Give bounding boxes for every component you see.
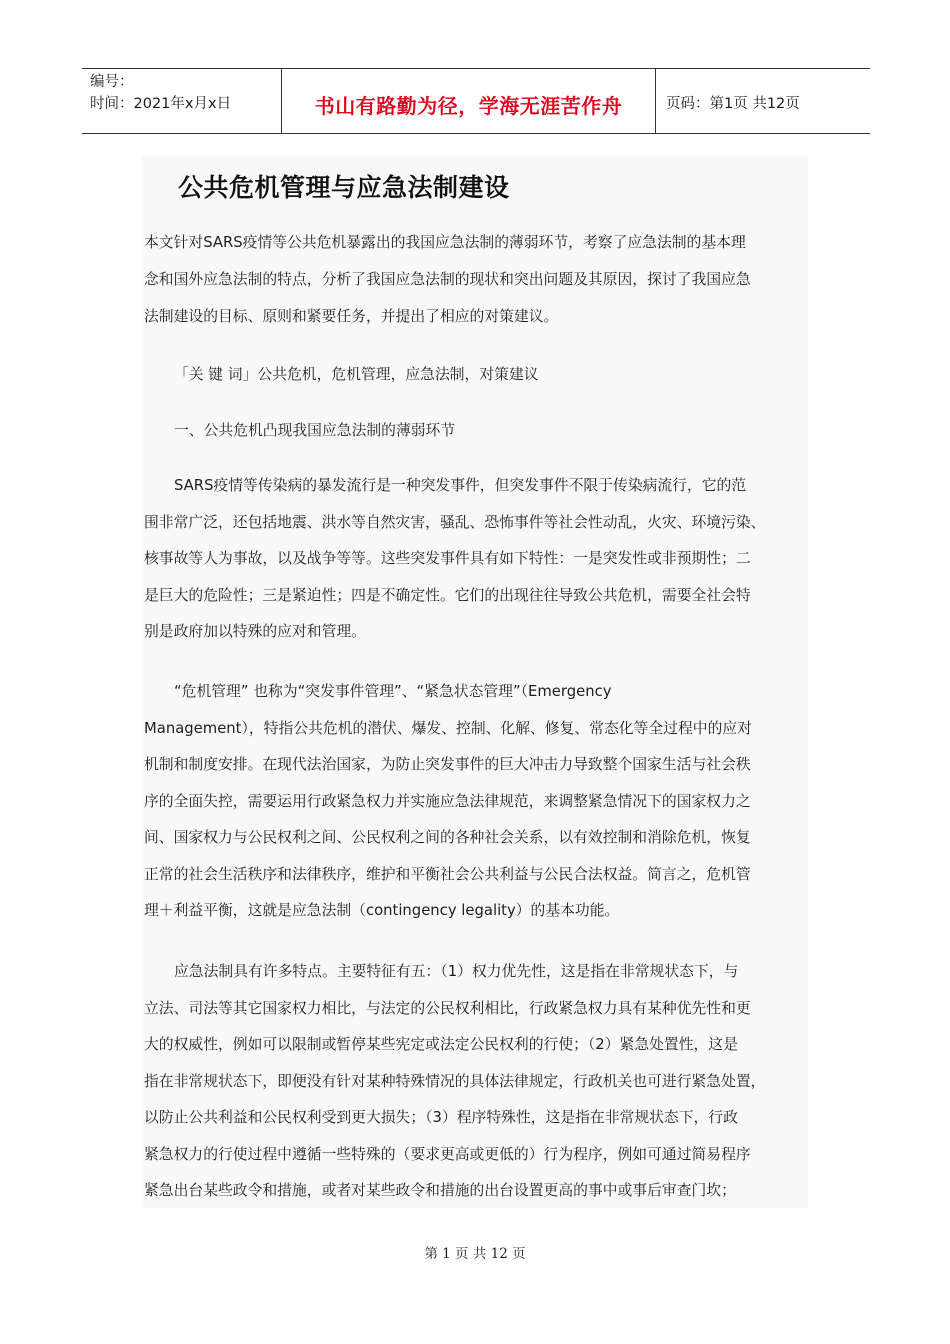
paragraph-line: 正常的社会生活秩序和法律秩序，维护和平衡社会公共利益与公民合法权益。简言之，危机管 [144,865,751,883]
paragraph-2 [144,674,808,930]
document-time-label: 时间：2021年x月x日 [90,96,232,112]
header-motto: 书山有路勤为径，学海无涯苦作舟 [282,69,656,133]
keywords-line: 「关 键 词」公共危机，危机管理，应急法制，对策建议 [174,366,539,383]
paragraph-line: 核事故等人为事故，以及战争等等。这些突发事件具有如下特性：一是突发性或非预期性；二 [144,550,751,567]
header-page-info: 页码：第1页 共12页 [666,95,800,112]
header-meta-cell [82,69,282,133]
section-heading [144,412,808,449]
keywords-paragraph [144,356,808,393]
paragraph-line: 指在非常规状态下，即便没有针对某种特殊情况的具体法律规定，行政机关也可进行紧急处置， [144,1072,766,1090]
paragraph-line: 围非常广泛，还包括地震、洪水等自然灾害，骚乱、恐怖事件等社会性动乱，火灾、环境污染、 [144,513,766,531]
paragraph-line: SARS疫情等传染病的暴发流行是一种突发事件，但突发事件不限于传染病流行，它的范 [174,477,747,494]
document-header [82,68,870,134]
paragraph-3 [144,954,808,1210]
abstract-line: 本文针对SARS疫情等公共危机暴露出的我国应急法制的薄弱环节，考察了应急法制的基本理 [144,234,746,251]
document-number-label: 编号： [90,74,134,90]
abstract-line: 法制建设的目标、原则和紧要任务，并提出了相应的对策建议。 [144,308,559,325]
paragraph-line: 理＋利益平衡，这就是应急法制（contingency legality）的基本功能。 [144,902,620,919]
paragraph-1 [144,468,808,651]
paragraph-line: 别是政府加以特殊的应对和管理。 [144,623,366,640]
paragraph-line: “危机管理” 也称为“突发事件管理”、“紧急状态管理”（Emergency [174,683,612,700]
paragraph-line: 间、国家权力与公民权利之间、公民权利之间的各种社会关系，以有效控制和消除危机，恢复 [144,829,751,846]
abstract-paragraph [144,224,808,335]
paragraph-line: 应急法制具有许多特点。主要特征有五：（1）权力优先性，这是指在非常规状态下，与 [174,963,739,980]
abstract-line: 念和国外应急法制的特点，分析了我国应急法制的现状和突出问题及其原因，探讨了我国应急 [144,271,751,288]
section-1-heading: 一、公共危机凸现我国应急法制的薄弱环节 [174,422,456,439]
paragraph-line: 大的权威性，例如可以限制或暂停某些宪定或法定公民权利的行使；（2）紧急处置性，这是 [144,1036,738,1053]
paragraph-line: 紧急权力的行使过程中遵循一些特殊的（要求更高或更低的）行为程序，例如可通过简易程序 [144,1145,751,1163]
paragraph-line: 是巨大的危险性；三是紧迫性；四是不确定性。它们的出现往往导致公共危机，需要全社会特 [144,586,751,604]
document-title: 公共危机管理与应急法制建设 [178,173,510,202]
paragraph-line: 序的全面失控，需要运用行政紧急权力并实施应急法律规范，来调整紧急情况下的国家权力之 [144,792,751,810]
paragraph-line: 立法、司法等其它国家权力相比，与法定的公民权利相比，行政紧急权力具有某种优先性和更 [144,999,751,1017]
paragraph-line: 机制和制度安排。在现代法治国家，为防止突发事件的巨大冲击力导致整个国家生活与社会秩 [144,756,751,773]
paragraph-line: 紧急出台某些政令和措施，或者对某些政令和措施的出台设置更高的事中或事后审查门坎； [144,1182,736,1199]
paragraph-line: Management），特指公共危机的潜伏、爆发、控制、化解、修复、常态化等全过程中的应对 [144,719,752,737]
page-footer: 第 1 页 共 12 页 [424,1246,526,1262]
paragraph-line: 以防止公共利益和公民权利受到更大损失；（3）程序特殊性，这是指在非常规状态下，行政 [144,1109,738,1126]
